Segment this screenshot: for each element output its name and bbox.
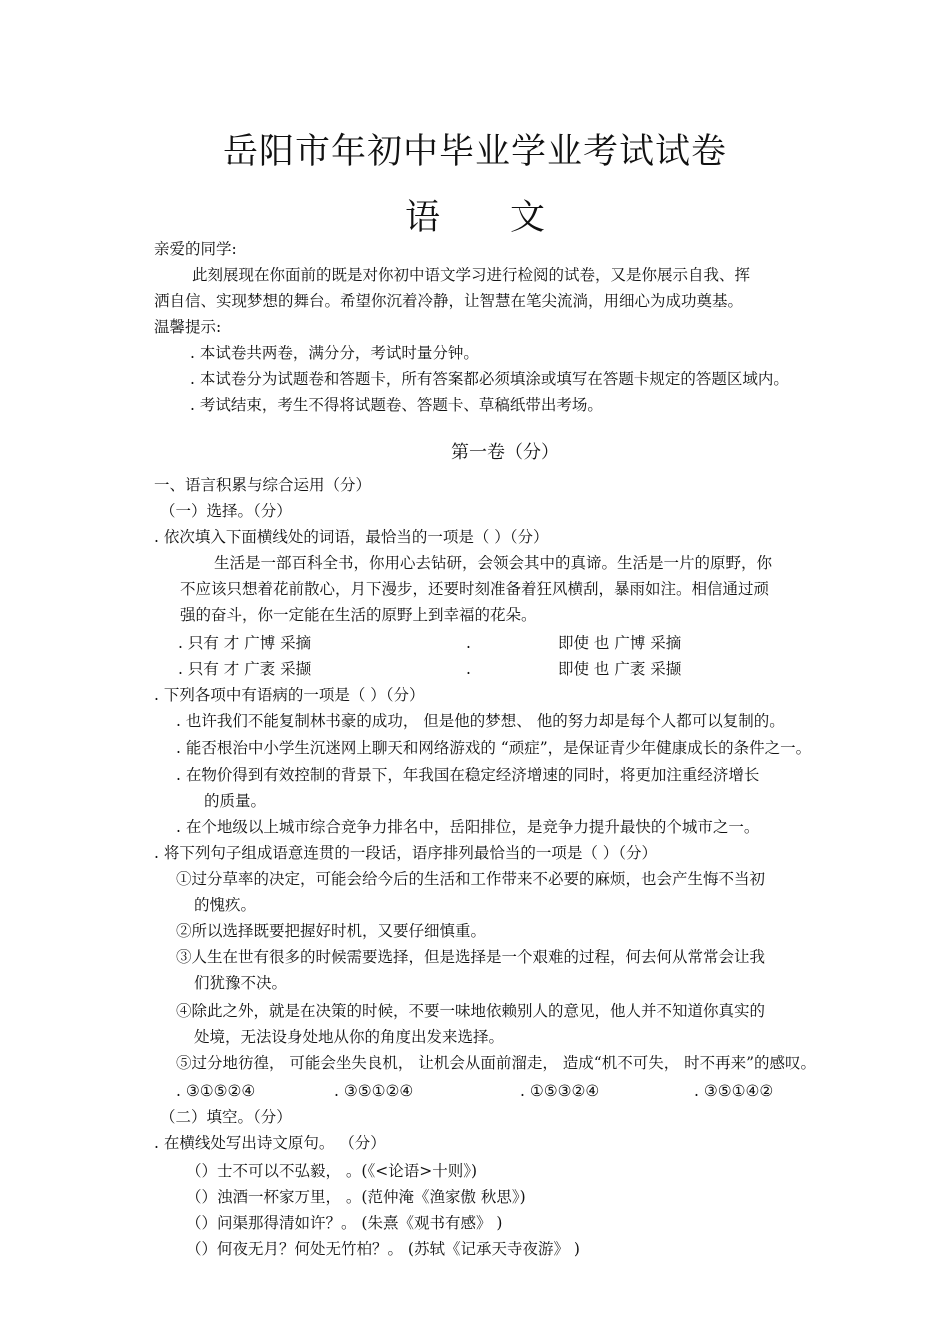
- q3-option-a: . ③①⑤②④: [176, 1082, 256, 1100]
- q2-stem: . 下列各项中有语病的一项是（ ）（分）: [154, 686, 425, 704]
- exam-title: 岳阳市年初中毕业学业考试试卷: [222, 132, 727, 172]
- tip-3: . 考试结束，考生不得将试题卷、答题卡、草稿纸带出考场。: [190, 396, 603, 414]
- q1-passage-1: 生活是一部百科全书，你用心去钻研，会领会其中的真谛。生活是一片的原野，你: [214, 554, 773, 572]
- q2-option-c-cont: 的质量。: [204, 792, 267, 810]
- q1-option-b-dot: .: [466, 634, 471, 652]
- subject-char-1: 语: [404, 198, 440, 238]
- q3-sentence-1: ①过分草率的决定，可能会给今后的生活和工作带来不必要的麻烦，也会产生悔不当初: [176, 870, 766, 888]
- part-1-title: 第一卷（分）: [451, 442, 559, 463]
- q1-stem: . 依次填入下面横线处的词语，最恰当的一项是（ ）（分）: [154, 528, 549, 546]
- tip-1: . 本试卷共两卷，满分分，考试时量分钟。: [190, 344, 479, 362]
- tips-label: 温馨提示:: [154, 318, 222, 336]
- intro-line-1: 此刻展现在你面前的既是对你初中语文学习进行检阅的试卷，又是你展示自我、挥: [192, 266, 751, 284]
- q1-option-d-dot: .: [466, 660, 471, 678]
- sub-1-title: （一）选择。（分）: [160, 502, 292, 520]
- intro-line-2: 洒自信、实现梦想的舞台。希望你沉着冷静，让智慧在笔尖流淌，用细心为成功奠基。: [154, 292, 744, 310]
- q1-passage-3: 强的奋斗，你一定能在生活的原野上到幸福的花朵。: [180, 606, 537, 624]
- q2-option-b: . 能否根治中小学生沉迷网上聊天和网络游戏的 “顽症”，是保证青少年健康成长的条件之一。: [176, 739, 812, 757]
- sub-2-title: （二）填空。（分）: [160, 1108, 292, 1126]
- q3-sentence-4-cont: 处境，无法设身处地从你的角度出发来选择。: [194, 1028, 505, 1046]
- q1-passage-2: 不应该只想着花前散心，月下漫步，还要时刻准备着狂风横刮，暴雨如注。相信通过顽: [180, 580, 770, 598]
- section-1-title: 一、语言积累与综合运用（分）: [154, 476, 372, 494]
- q3-sentence-3-cont: 们犹豫不决。: [194, 974, 288, 992]
- tip-2: . 本试卷分为试题卷和答题卡，所有答案都必须填涂或填写在答题卡规定的答题区域内。: [190, 370, 789, 388]
- q1-option-c: . 只有 才 广袤 采撷: [178, 660, 312, 678]
- q3-sentence-4: ④除此之外，就是在决策的时候，不要一味地依赖别人的意见，他人并不知道你真实的: [176, 1002, 766, 1020]
- q4-item-3: （）问渠那得清如许？。 (朱熹《观书有感》 ): [186, 1214, 503, 1232]
- q2-option-c: . 在物价得到有效控制的背景下，年我国在稳定经济增速的同时，将更加注重经济增长: [176, 766, 760, 784]
- q3-sentence-2: ②所以选择既要把握好时机，又要仔细慎重。: [176, 922, 487, 940]
- q4-stem: . 在横线处写出诗文原句。 （分）: [154, 1134, 386, 1152]
- q4-item-2: （）浊酒一杯家万里， 。(范仲淹《渔家傲 秋思》): [186, 1188, 526, 1206]
- q1-option-b: 即使 也 广博 采摘: [558, 634, 682, 652]
- q4-item-4: （）何夜无月？何处无竹柏？。 (苏轼《记承天寺夜游》 ): [186, 1240, 580, 1258]
- q2-option-d: . 在个地级以上城市综合竞争力排名中，岳阳排位，是竞争力提升最快的个城市之一。: [176, 818, 760, 836]
- q3-option-d: . ③⑤①④②: [694, 1082, 774, 1100]
- q2-option-a: . 也许我们不能复制林书豪的成功， 但是他的梦想、 他的努力却是每个人都可以复制的。: [176, 712, 785, 730]
- subject-char-2: 文: [510, 198, 546, 238]
- q3-sentence-5: ⑤过分地彷徨， 可能会坐失良机， 让机会从面前溜走， 造成“机不可失， 时不再来”的感叹。: [176, 1054, 817, 1072]
- q3-option-b: . ③⑤①②④: [334, 1082, 414, 1100]
- q1-option-d: 即使 也 广袤 采撷: [558, 660, 682, 678]
- q3-stem: . 将下列句子组成语意连贯的一段话，语序排列最恰当的一项是（ ）（分）: [154, 844, 658, 862]
- greeting: 亲爱的同学:: [154, 240, 237, 258]
- q1-option-a: . 只有 才 广博 采摘: [178, 634, 312, 652]
- q4-item-1: （）士不可以不弘毅， 。(《<论语>十则》): [186, 1162, 477, 1180]
- q3-sentence-3: ③人生在世有很多的时候需要选择，但是选择是一个艰难的过程，何去何从常常会让我: [176, 948, 766, 966]
- q3-sentence-1-cont: 的愧疚。: [194, 896, 257, 914]
- q3-option-c: . ①⑤③②④: [520, 1082, 600, 1100]
- subject-heading: [0, 190, 950, 240]
